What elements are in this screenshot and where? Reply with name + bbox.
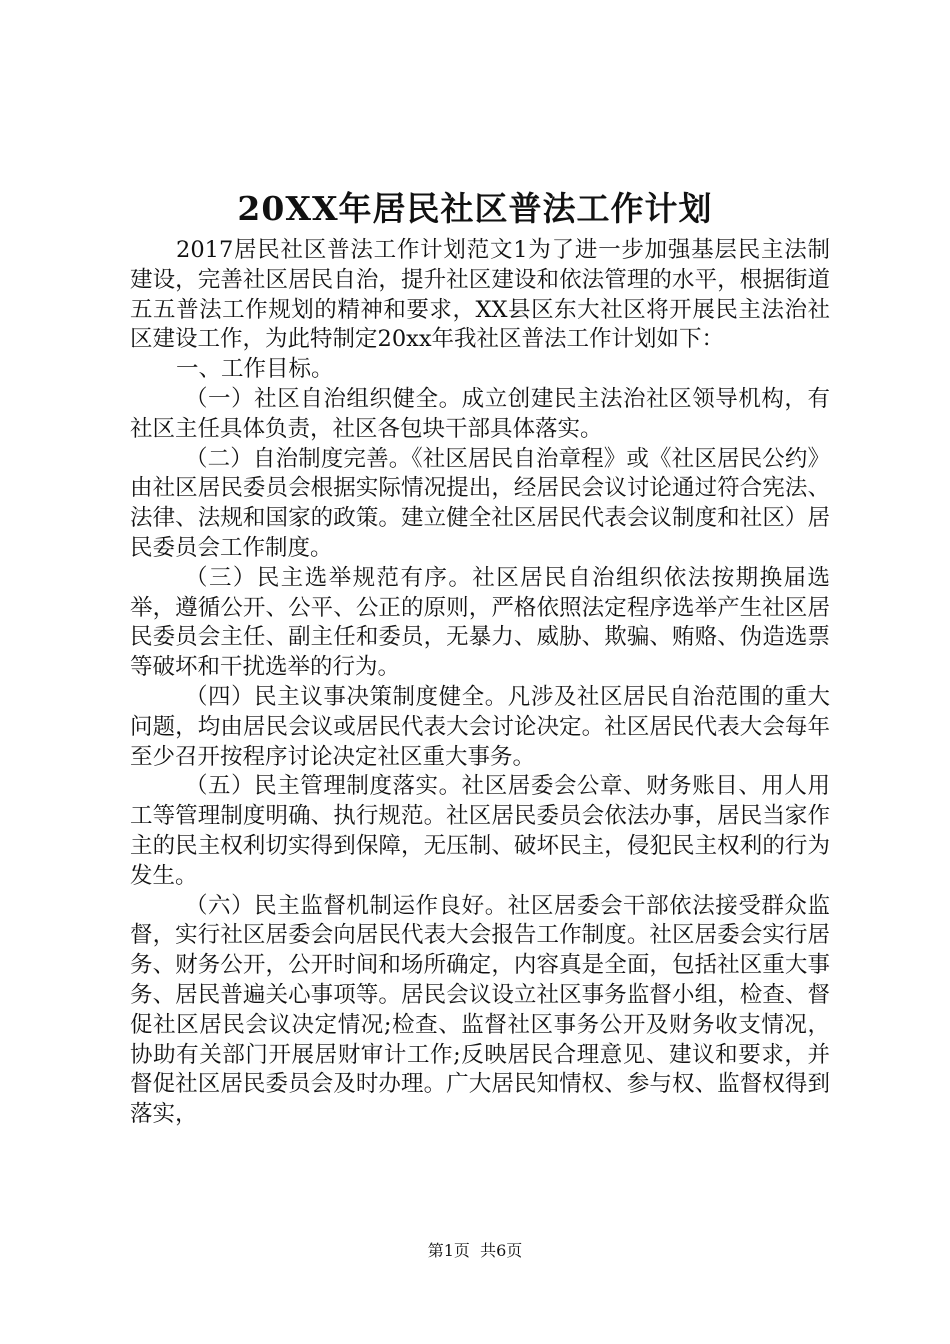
- paragraph-item-3: （三）民主选举规范有序。社区居民自治组织依法按期换届选举，遵循公开、公平、公正的原则，严格依照法定程序选举产生社区居民委员会主任、副主任和委员，无暴力、威胁、欺骗、贿赂、伪造选票等破坏和干扰选举的行为。: [130, 564, 830, 681]
- paragraph-item-4: （四）民主议事决策制度健全。凡涉及社区居民自治范围的重大问题，均由居民会议或居民代表大会讨论决定。社区居民代表大会每年至少召开按程序讨论决定社区重大事务。: [130, 683, 830, 770]
- document-body: [130, 236, 830, 1130]
- page-footer: [0, 1240, 950, 1262]
- paragraph-item-6: （六）民主监督机制运作良好。社区居委会干部依法接受群众监督，实行社区居委会向居民代表大会报告工作制度。社区居委会实行居务、财务公开，公开时间和场所确定，内容真是全面，包括社区重大事务、居民普遍关心事项等。居民会议设立社区事务监督小组，检查、督促社区居民会议决定情况;检查、监督社区事务公开及财务收支情况，协助有关部门开展居财审计工作;反映居民合理意见、建议和要求，并督促社区居民委员会及时办理。广大居民知情权、参与权、监督权得到落实，: [130, 892, 830, 1128]
- paragraph-item-5: （五）民主管理制度落实。社区居委会公章、财务账目、用人用工等管理制度明确、执行规范。社区居民委员会依法办事，居民当家作主的民主权利切实得到保障，无压制、破坏民主，侵犯民主权利的行为发生。: [130, 773, 830, 889]
- paragraph-item-1: （一）社区自治组织健全。成立创建民主法治社区领导机构，有社区主任具体负责，社区各包块干部具体落实。: [130, 385, 830, 442]
- page-number-current: 第1页: [427, 1241, 470, 1260]
- paragraph-item-2: （二）自治制度完善。《社区居民自治章程》或《社区居民公约》由社区居民委员会根据实际情况提出，经居民会议讨论通过符合宪法、法律、法规和国家的政策。建立健全社区居民代表会议制度和社区）居民委员会工作制度。: [130, 445, 830, 561]
- page-number-total: 共6页: [480, 1241, 523, 1260]
- section-heading-goals: 一、工作目标。: [176, 356, 334, 383]
- paragraph-intro: 2017居民社区普法工作计划范文1为了进一步加强基层民主法制建设，完善社区居民自治，提升社区建设和依法管理的水平，根据街道五五普法工作规划的精神和要求，XX县区东大社区将开展民主法治社区建设工作，为此特制定20xx年我社区普法工作计划如下：: [130, 237, 830, 353]
- document-title: 20XX年居民社区普法工作计划: [237, 189, 713, 228]
